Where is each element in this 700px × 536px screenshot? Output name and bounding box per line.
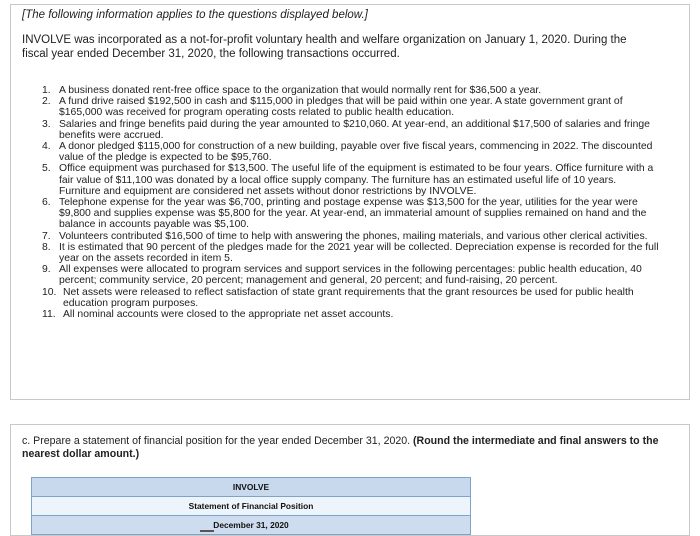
transaction-item — [42, 287, 660, 309]
statement-header-row — [32, 497, 471, 516]
transaction-item — [42, 264, 660, 286]
transaction-text: Salaries and fringe benefits paid during the year amounted to $210,060. At year-end, an additional $17,500 of salaries and fringe benefits were accrued. — [59, 118, 650, 141]
transaction-item — [42, 85, 660, 96]
statement-header-row — [32, 478, 471, 497]
transaction-item — [42, 96, 660, 118]
transaction-number: 8. — [42, 241, 51, 253]
transaction-number: 9. — [42, 264, 51, 276]
transaction-item — [42, 163, 660, 197]
transaction-item — [42, 309, 660, 320]
transaction-number: 6. — [42, 197, 51, 209]
transaction-item — [42, 141, 660, 163]
transaction-item — [42, 197, 660, 231]
transaction-number: 5. — [42, 163, 51, 175]
transaction-item — [42, 231, 660, 242]
statement-header-row — [32, 516, 471, 535]
transaction-item — [42, 242, 660, 264]
transaction-number: 11. — [42, 309, 56, 321]
transaction-number: 1. — [42, 85, 51, 96]
question-prefix: c. Prepare a statement of financial position for the year ended December 31, 2020. — [22, 435, 414, 447]
transaction-text: All nominal accounts were closed to the appropriate net asset accounts. — [63, 309, 394, 321]
transaction-text: All expenses were allocated to program services and support services in the following percentages: public health education, 40 percent; community service, 20 percent; management and general, 20 percent; and fund-raising, 20 percent. — [59, 264, 642, 287]
transaction-text: A business donated rent-free office space to the organization that would normally rent for $36,500 a year. — [59, 85, 542, 96]
header-note: [The following information applies to the questions displayed below.] — [22, 9, 368, 21]
question-text — [22, 435, 682, 460]
transaction-number: 3. — [42, 118, 51, 130]
statement-title: Statement of Financial Position — [32, 497, 471, 516]
transaction-text: Volunteers contributed $16,500 of time to help with answering the phones, mailing materials, and various other clerical activities. — [59, 230, 648, 242]
transaction-text: Net assets were released to reflect satisfaction of state grant requirements that the grant resources be used for public health education program purposes. — [63, 286, 634, 309]
transaction-number: 7. — [42, 230, 51, 242]
transaction-text: It is estimated that 90 percent of the pledges made for the 2021 year will be collected. Depreciation expense is recorded for the full year on the assets recorded in item 5. — [59, 241, 659, 265]
statement-table — [31, 477, 471, 535]
transaction-text: Telephone expense for the year was $6,700, printing and postage expense was $13,500 for the year, utilities for the year were $9,800 and supplies expense was $5,800 for the year. At year-end, an immaterial amount of supplies remained on hand and the balance in accounts payable was $5,100. — [59, 197, 647, 231]
intro-paragraph: INVOLVE was incorporated as a not-for-profit voluntary health and welfare organization on January 1, 2020. During the fiscal year ended December 31, 2020, the following transactions occurred. — [22, 34, 627, 60]
transaction-number: 4. — [42, 141, 51, 153]
statement-date: December 31, 2020 — [32, 516, 471, 535]
transaction-number: 10. — [42, 286, 57, 298]
transaction-text: A donor pledged $115,000 for construction of a new building, payable over five fiscal years, commencing in 2022. The discounted value of the pledge is expected to be $95,760. — [59, 141, 653, 164]
statement-org-name: INVOLVE — [32, 478, 471, 497]
transaction-list — [42, 85, 660, 320]
transaction-number: 2. — [42, 96, 51, 108]
transaction-item — [42, 119, 660, 141]
table-continuation-mark — [200, 530, 214, 532]
transaction-text: A fund drive raised $192,500 in cash and $115,000 in pledges that will be paid within one year. A state government grant of $165,000 was received for program operating costs related to public health education. — [59, 96, 623, 119]
rounding-instruction: (Round the intermediate and final answers to the nearest dollar amount.) — [22, 435, 659, 460]
transaction-text: Office equipment was purchased for $13,500. The useful life of the equipment is estimated to be four years. Office furniture with a fair value of $11,100 was donated by a local office supply company. The furniture has an estimated useful life of 10 years. Furniture and equipment are considered net assets without donor restrictions by INVOLVE. — [59, 163, 654, 197]
